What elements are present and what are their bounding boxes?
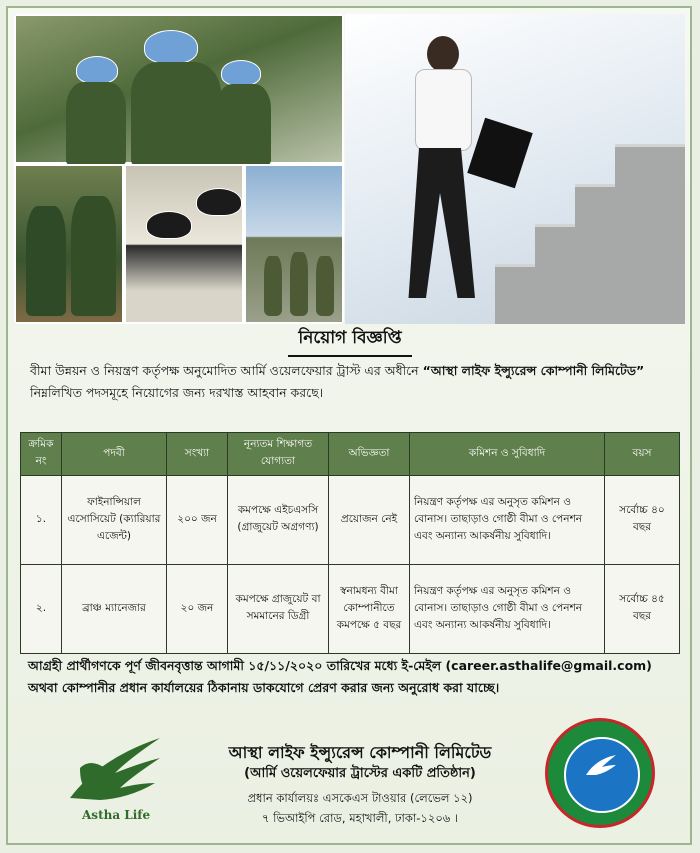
col-serial: ক্রমিক নং <box>21 433 62 476</box>
intro-part2: নিম্নলিখিত পদসমূহে নিয়োগের জন্য দরখাস্ত আহবান করছে। <box>30 385 324 400</box>
row-experience: স্বনামধন্য বীমা কোম্পানীতে কমপক্ষে ৫ বছর <box>329 565 410 654</box>
air-force-photo <box>244 164 344 324</box>
row-post: ফাইনান্সিয়াল এসোসিয়েট (ক্যারিয়ার এজেন্ট) <box>62 476 167 565</box>
row-count: ২০০ জন <box>167 476 228 565</box>
apply-email-link[interactable]: (career.asthalife@gmail.com) <box>445 658 652 673</box>
briefcase-icon <box>467 118 532 189</box>
eagle-emblem-icon <box>584 753 618 779</box>
military-photo-collage <box>14 14 344 324</box>
table-row <box>21 565 680 654</box>
row-serial: ২. <box>21 565 62 654</box>
intro-company: “আস্থা লাইফ ইন্স্যুরেন্স কোম্পানী লিমিটেড” <box>422 363 645 378</box>
col-benefits: কমিশন ও সুবিধাদি <box>410 433 605 476</box>
navy-officers-photo <box>124 164 244 324</box>
row-age: সর্বোচ্চ ৪৫ বছর <box>605 565 680 654</box>
row-age: সর্বোচ্চ ৪০ বছর <box>605 476 680 565</box>
logo-label: Astha Life <box>82 808 151 822</box>
col-count: সংখ্যা <box>167 433 228 476</box>
company-subtitle: (আর্মি ওয়েলফেয়ার ট্রাস্টের একটি প্রতিষ্ঠান) <box>244 766 476 781</box>
address-line-2: ৭ ভিআইপি রোড, মহাখালী, ঢাকা-১২০৬ । <box>261 811 459 825</box>
table-header-row <box>21 433 680 476</box>
army-soldiers-photo <box>14 164 124 324</box>
astha-life-logo <box>60 728 170 823</box>
row-education: কমপক্ষে গ্রাজুয়েট বা সমমানের ডিগ্রী <box>228 565 329 654</box>
eagle-wing-icon <box>60 728 170 808</box>
row-serial: ১. <box>21 476 62 565</box>
col-experience: অভিজ্ঞতা <box>329 433 410 476</box>
row-benefits: নিয়ন্ত্রণ কর্তৃপক্ষ এর অনুসৃত কমিশন ও বোনাস। তাছাড়াও গোষ্ঠী বীমা ও পেনশন এবং অন্যান্য আকর্ষনীয় সুবিধাদি। <box>410 565 605 654</box>
col-post: পদবী <box>62 433 167 476</box>
un-peacekeepers-photo <box>14 14 344 164</box>
intro-part1: বীমা উন্নয়ন ও নিয়ন্ত্রণ কর্তৃপক্ষ অনুমোদিত আর্মি ওয়েলফেয়ার ট্রাস্ট এর অধীনে <box>30 363 423 378</box>
businessman-stairs-photo <box>345 14 685 324</box>
table-row <box>21 476 680 565</box>
company-name: আস্থা লাইফ ইন্স্যুরেন্স কোম্পানী লিমিটেড <box>228 743 492 762</box>
row-count: ২০ জন <box>167 565 228 654</box>
vacancy-table <box>20 432 680 654</box>
address-line-1: প্রধান কার্যালয়ঃ এসকেএস টাওয়ার (লেভেল ১২) <box>247 791 473 805</box>
row-post: ব্রাঞ্চ ম্যানেজার <box>62 565 167 654</box>
apply-line2: অথবা কোম্পানীর প্রধান কার্যালয়ের ঠিকানায় ডাকযোগে প্রেরণ করার জন্য অনুরোধ করা যাচ্ছে। <box>28 680 500 695</box>
row-benefits: নিয়ন্ত্রণ কর্তৃপক্ষ এর অনুসৃত কমিশন ও বোনাস। তাছাড়াও গোষ্ঠী বীমা ও পেনশন এবং অন্যান্য আকর্ষনীয় সুবিধাদি। <box>410 476 605 565</box>
notice-title: নিয়োগ বিজ্ঞপ্তি <box>288 325 411 357</box>
apply-line1: আগ্রহী প্রার্থীগণকে পূর্ণ জীবনবৃত্তান্ত আগামী ১৫/১১/২০২০ তারিখের মধ্যে ই-মেইল <box>28 658 442 673</box>
intro-paragraph <box>30 360 670 404</box>
notice-heading <box>0 325 700 357</box>
col-education: নূন্যতম শিক্ষাগত যোগ্যতা <box>228 433 329 476</box>
col-age: বয়স <box>605 433 680 476</box>
army-welfare-trust-seal <box>545 718 655 828</box>
row-experience: প্রয়োজন নেই <box>329 476 410 565</box>
application-instructions <box>28 655 678 699</box>
row-education: কমপক্ষে এইচএসসি (গ্রাজুয়েট অগ্রগণ্য) <box>228 476 329 565</box>
